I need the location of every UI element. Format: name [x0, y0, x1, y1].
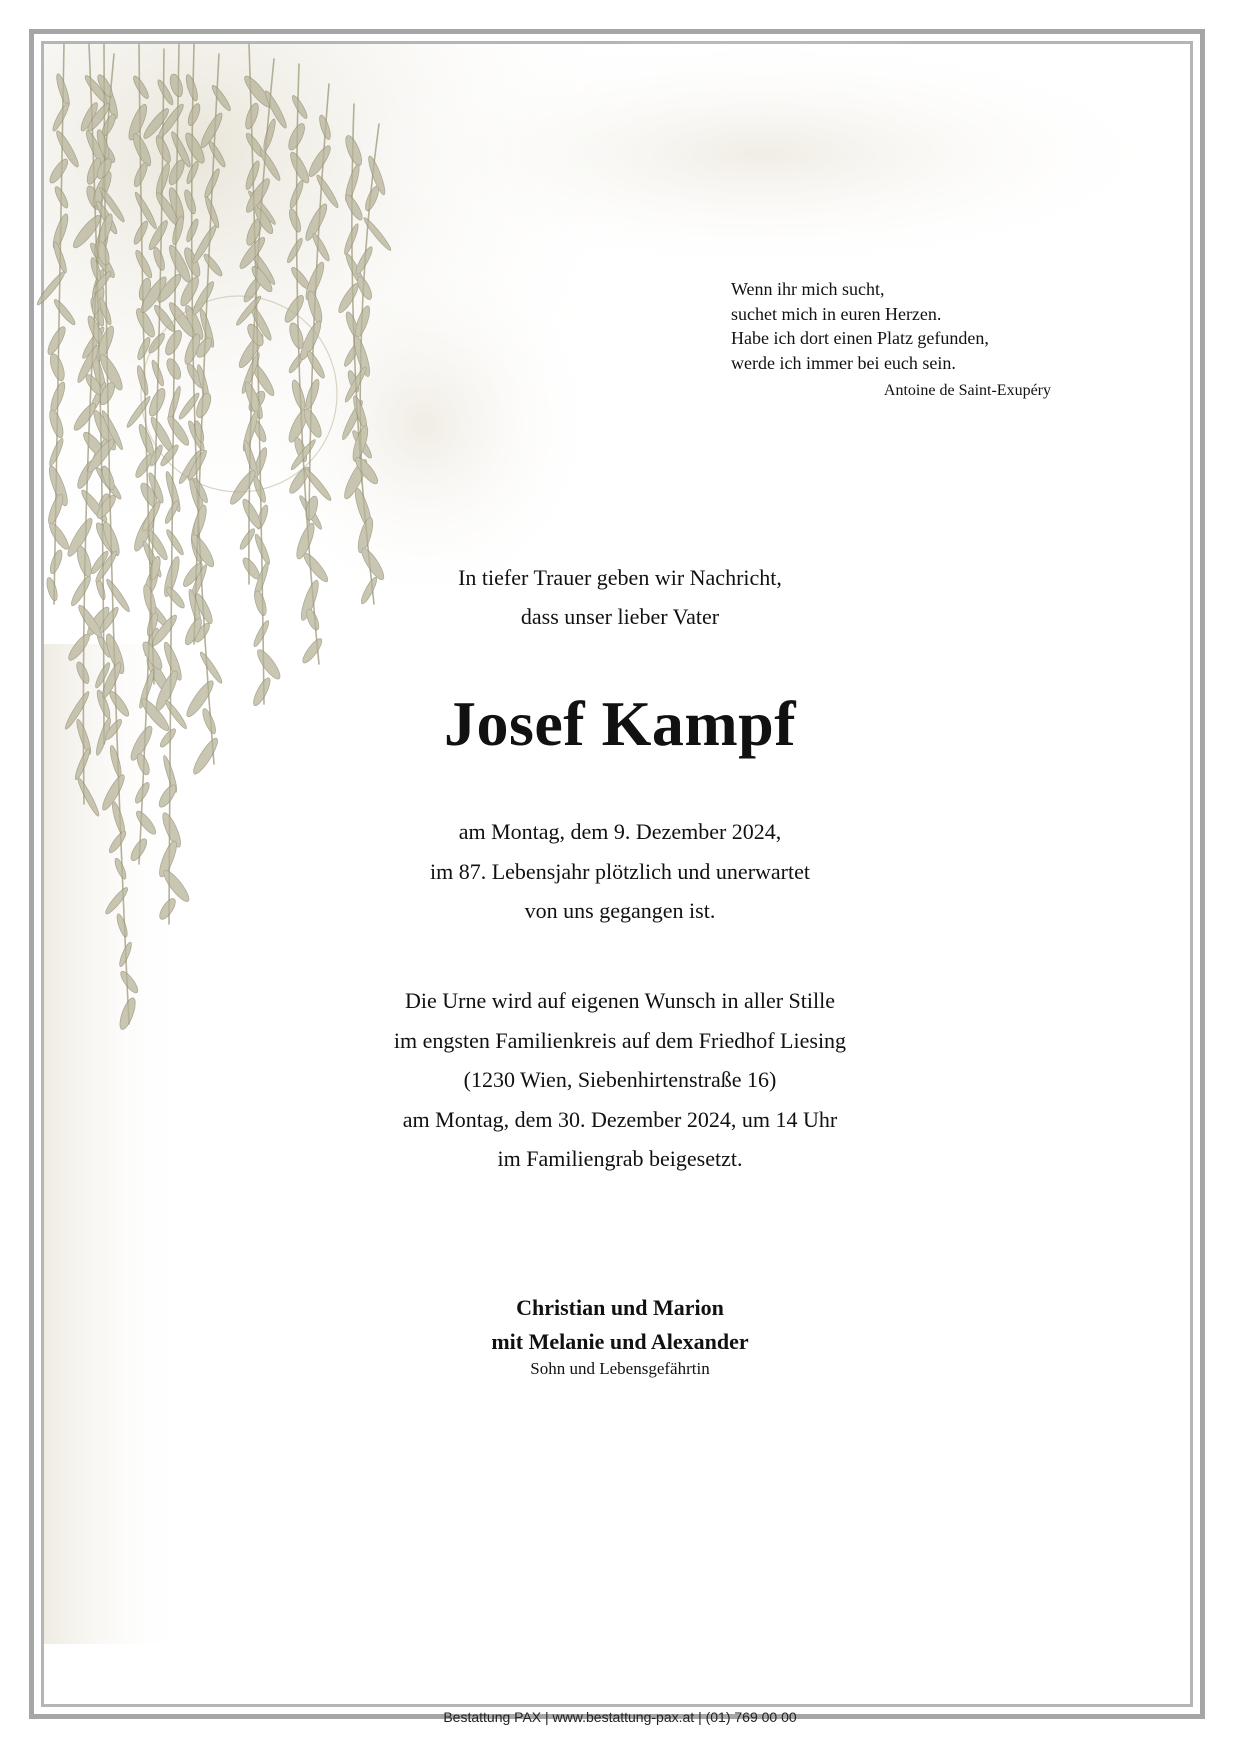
intro-line: In tiefer Trauer geben wir Nachricht, — [458, 565, 782, 590]
quote-line: Habe ich dort einen Platz gefunden, — [731, 328, 989, 348]
burial-info — [44, 981, 1196, 1179]
mourner-line: Christian und Marion — [516, 1295, 724, 1320]
quote-line: Wenn ihr mich sucht, — [731, 279, 885, 299]
quote-line: suchet mich in euren Herzen. — [731, 303, 942, 324]
burial-line: im engsten Familienkreis auf dem Friedhof Liesing — [393, 1027, 847, 1053]
intro-line: dass unser lieber Vater — [520, 604, 720, 629]
obituary-card — [41, 41, 1193, 1725]
death-notice-line: von uns gegangen ist. — [524, 898, 716, 923]
quote-block — [731, 277, 1051, 404]
death-notice-line: im 87. Lebensjahr plötzlich und unerwartet — [430, 858, 810, 884]
burial-line: am Montag, dem 30. Dezember 2024, um 14 Uhr — [402, 1106, 838, 1132]
quote-author: Antoine de Saint-Exupéry — [883, 382, 1051, 399]
mourners-names — [44, 1291, 1196, 1359]
funeral-home-footer: Bestattung PAX | www.bestattung-pax.at | (01) 769 00 00 — [443, 1709, 797, 1725]
burial-line: Die Urne wird auf eigenen Wunsch in aller Stille — [404, 988, 836, 1013]
burial-line: (1230 Wien, Siebenhirtenstraße 16) — [463, 1067, 777, 1092]
deceased-name: Josef Kampf — [443, 688, 797, 759]
quote-line: werde ich immer bei euch sein. — [731, 352, 956, 373]
mourner-line: mit Melanie und Alexander — [491, 1329, 749, 1354]
death-notice-line: am Montag, dem 9. Dezember 2024, — [458, 819, 782, 844]
death-notice — [44, 812, 1196, 931]
mourners-relation: Sohn und Lebensgefährtin — [530, 1359, 710, 1378]
intro-text — [44, 558, 1196, 636]
burial-line: im Familiengrab beigesetzt. — [497, 1146, 743, 1171]
